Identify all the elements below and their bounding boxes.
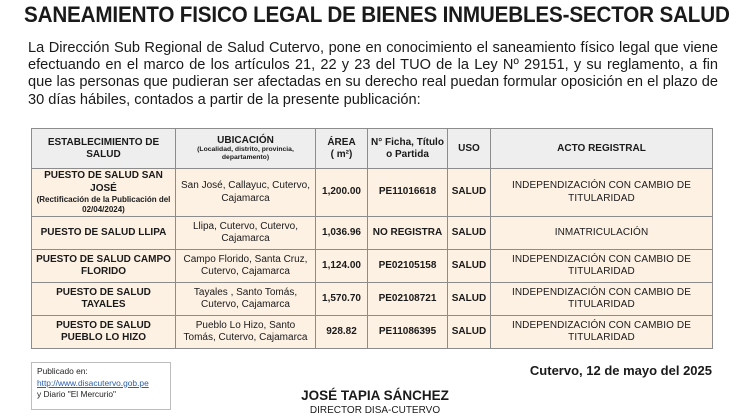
header-ubicacion [176,129,316,169]
establecimiento-note: (Rectificación de la Publicación del 02/04/2024) [36,195,171,214]
cell-ficha: PE11086395 [368,316,448,349]
cell-establecimiento: PUESTO DE SALUD LLIPA [32,217,176,250]
signatory-name: JOSÉ TAPIA SÁNCHEZ [301,388,449,403]
header-acto: ACTO REGISTRAL [491,129,713,169]
cell-uso: SALUD [448,283,491,316]
cell-ficha: NO REGISTRA [368,217,448,250]
table-header-row [32,129,713,169]
signatory-role: DIRECTOR DISA-CUTERVO [309,405,441,416]
cell-establecimiento: PUESTO DE SALUD PUEBLO LO HIZO [32,316,176,349]
cell-ficha: PE11016618 [368,169,448,217]
cell-area: 1,570.70 [316,283,368,316]
cell-uso: SALUD [448,169,491,217]
header-area-label: ÁREA [327,137,356,148]
cell-area: 1,124.00 [316,250,368,283]
header-uso: USO [448,129,491,169]
table-row [32,250,713,283]
cell-ubicacion: Llipa, Cutervo, Cutervo, Cajamarca [176,217,316,250]
header-ficha: N° Ficha, Título o Partida [368,129,448,169]
cell-establecimiento: PUESTO DE SALUD TAYALES [32,283,176,316]
cell-area: 1,200.00 [316,169,368,217]
cell-ubicacion: Campo Florido, Santa Cruz, Cutervo, Cajamarca [176,250,316,283]
cell-acto: INDEPENDIZACIÓN CON CAMBIO DE TITULARIDAD [491,316,713,349]
cell-ubicacion: Pueblo Lo Hizo, Santo Tomás, Cutervo, Cajamarca [176,316,316,349]
table-row [32,169,713,217]
cell-uso: SALUD [448,217,491,250]
cell-establecimiento: PUESTO DE SALUD CAMPO FLORIDO [32,250,176,283]
cell-acto: INDEPENDIZACIÓN CON CAMBIO DE TITULARIDAD [491,250,713,283]
establecimiento-name: PUESTO DE SALUD SAN JOSÉ [44,170,163,194]
header-area-unit: ( m²) [330,148,353,160]
property-table [31,128,713,349]
cell-area: 928.82 [316,316,368,349]
table-row [32,316,713,349]
header-establecimiento: ESTABLECIMIENTO DE SALUD [32,129,176,169]
document-date: Cutervo, 12 de mayo del 2025 [529,363,712,378]
publication-label: Publicado en: [37,366,88,376]
publication-newspaper: y Diario "El Mercurio" [37,389,117,399]
cell-ubicacion: San José, Callayuc, Cutervo, Cajamarca [176,169,316,217]
cell-acto: INDEPENDIZACIÓN CON CAMBIO DE TITULARIDAD [491,283,713,316]
cell-ficha: PE02105158 [368,250,448,283]
header-area [316,129,368,169]
table-row [32,217,713,250]
header-ubicacion-label: UBICACIÓN [217,134,274,146]
page-title: SANEAMIENTO FISICO LEGAL DE BIENES INMUEBLES-SECTOR SALUD [24,2,730,27]
cell-uso: SALUD [448,316,491,349]
publication-link[interactable]: http://www.disacutervo.gob.pe [37,377,149,388]
cell-area: 1,036.96 [316,217,368,250]
cell-establecimiento [32,169,176,217]
cell-ubicacion: Tayales , Santo Tomás, Cutervo, Cajamarca [176,283,316,316]
cell-uso: SALUD [448,250,491,283]
intro-paragraph: La Dirección Sub Regional de Salud Cutervo, pone en conocimiento el saneamiento físico legal que viene efectuando en el marco de los artículos 21, 22 y 23 del TUO de la Ley Nº 29151, y su reglamento, a fin que las personas que pudieran ser afectadas en su derecho real puedan formular oposición en el plazo de 30 días hábiles, contados a partir de la presente publicación: [28,40,718,108]
cell-ficha: PE02108721 [368,283,448,316]
cell-acto: INDEPENDIZACIÓN CON CAMBIO DE TITULARIDAD [491,169,713,217]
cell-acto: INMATRICULACIÓN [491,217,713,250]
publication-box [31,362,171,410]
table-row [32,283,713,316]
header-ubicacion-sub: (Localidad, distrito, provincia, departamento) [197,146,294,162]
